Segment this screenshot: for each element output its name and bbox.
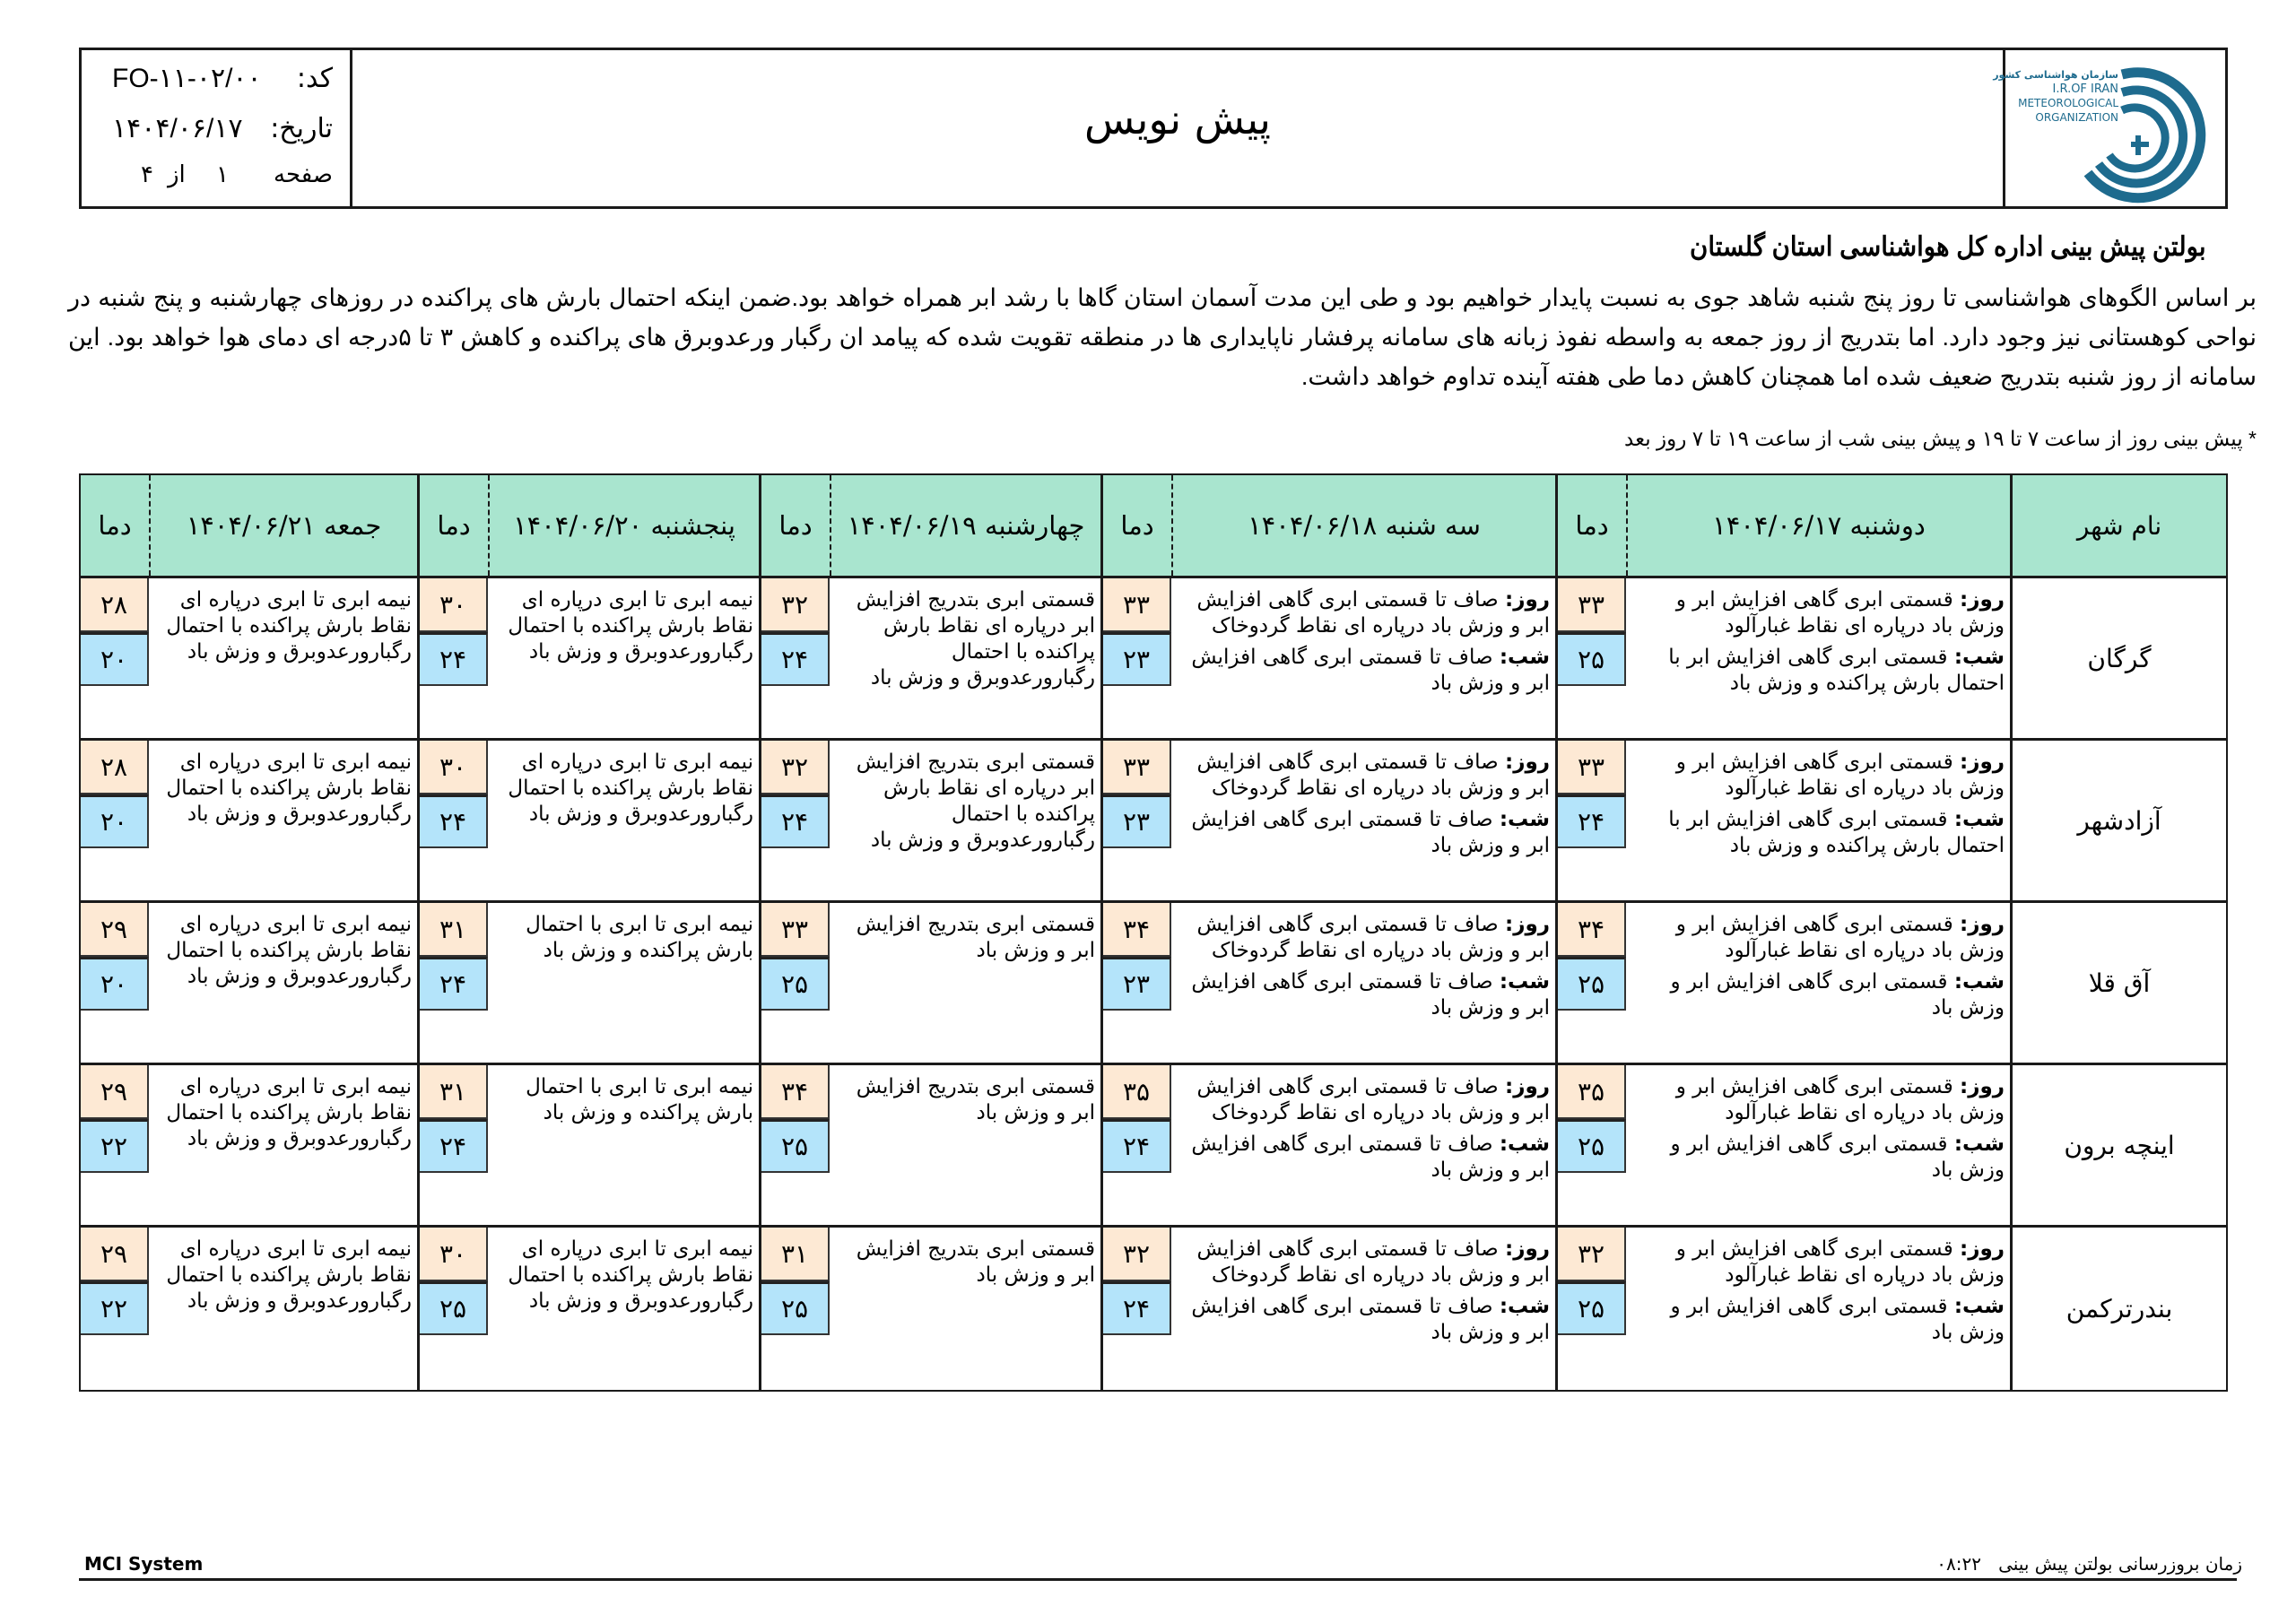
page-total: ۴ xyxy=(141,161,153,188)
forecast-text: نیمه ابری تا ابری درپاره ای نقاط بارش پراکنده با احتمال رگبارورعدوبرق و وزش باد xyxy=(166,1075,412,1150)
forecast-text xyxy=(1631,1237,2005,1351)
footer-divider xyxy=(79,1578,2237,1581)
city-name: اینچه برون xyxy=(2010,1065,2226,1225)
night-forecast-text: قسمتی ابری گاهی افزایش ابر با احتمال بارش پراکنده و وزش باد xyxy=(1668,808,2005,857)
forecast-text xyxy=(1631,587,2005,702)
day-label: روز: xyxy=(1505,913,1550,936)
night-label: شب: xyxy=(1953,970,2005,994)
forecast-cell xyxy=(81,741,417,900)
day-forecast-text: قسمتی ابری گاهی افزایش ابر و وزش باد درپاره ای نقاط غبارآلود xyxy=(1675,751,2005,800)
forecast-cell xyxy=(759,1065,1100,1225)
document-header xyxy=(79,48,2228,209)
day-forecast xyxy=(1177,587,1550,639)
forecast-cell xyxy=(1555,741,2010,900)
max-temperature: ۳۲ xyxy=(761,578,830,632)
forecast-cell xyxy=(759,903,1100,1063)
day-name: چهارشنبه ۱۴۰۴/۰۶/۱۹ xyxy=(830,475,1100,576)
temp-column-header: دما xyxy=(437,510,471,541)
forecast-text xyxy=(1631,750,2005,864)
forecast-cell xyxy=(1555,1228,2010,1390)
day-forecast xyxy=(1177,912,1550,964)
date-label: تاریخ: xyxy=(270,113,333,144)
forecast-cell xyxy=(81,578,417,738)
update-time: ۰۸:۲۲ xyxy=(1936,1553,1982,1575)
day-forecast xyxy=(1631,587,2005,639)
day-forecast xyxy=(1631,1237,2005,1289)
night-forecast xyxy=(1631,1294,2005,1346)
day-forecast xyxy=(1177,1237,1550,1289)
max-temperature: ۳۴ xyxy=(1103,903,1171,957)
day-column-header xyxy=(81,475,417,576)
night-forecast-text: صاف تا قسمتی ابری گاهی افزایش ابر و وزش باد xyxy=(1191,1133,1550,1182)
forecast-text xyxy=(1177,587,1550,702)
city-name: گرگان xyxy=(2010,578,2226,738)
document-title: پیش نویس xyxy=(1084,95,1271,143)
max-temperature: ۲۹ xyxy=(81,1065,149,1119)
page-row xyxy=(82,161,352,206)
forecast-cell xyxy=(417,1065,759,1225)
table-header-row xyxy=(81,475,2226,578)
forecast-cell xyxy=(759,741,1100,900)
day-forecast-text: قسمتی ابری گاهی افزایش ابر و وزش باد درپاره ای نقاط غبارآلود xyxy=(1675,588,2005,638)
forecast-cell xyxy=(1100,1228,1555,1390)
day-forecast-text: صاف تا قسمتی ابری گاهی افزایش ابر و وزش باد درپاره ای نقاط گردوخاک xyxy=(1196,751,1550,800)
max-temperature: ۳۴ xyxy=(761,1065,830,1119)
min-temperature: ۲۲ xyxy=(81,1281,149,1335)
forecast-cell xyxy=(417,578,759,738)
night-forecast-text: صاف تا قسمتی ابری گاهی افزایش ابر و وزش باد xyxy=(1191,808,1550,857)
min-temperature: ۲۴ xyxy=(761,794,830,848)
document-meta xyxy=(82,50,352,206)
date-value: ۱۴۰۴/۰۶/۱۷ xyxy=(112,114,243,143)
forecast-cell xyxy=(1555,1065,2010,1225)
day-name: دوشنبه ۱۴۰۴/۰۶/۱۷ xyxy=(1626,475,2010,576)
max-temperature: ۳۲ xyxy=(761,741,830,794)
min-temperature: ۲۰ xyxy=(81,794,149,848)
day-forecast-text: صاف تا قسمتی ابری گاهی افزایش ابر و وزش باد درپاره ای نقاط گردوخاک xyxy=(1196,1237,1550,1287)
night-forecast xyxy=(1177,1294,1550,1346)
max-temperature: ۳۱ xyxy=(420,903,488,957)
forecast-text xyxy=(1631,1074,2005,1189)
logo-line3: ORGANIZATION xyxy=(2034,111,2118,124)
city-column-header: نام شهر xyxy=(2010,475,2226,576)
day-forecast xyxy=(1631,912,2005,964)
min-temperature: ۲۳ xyxy=(1103,632,1171,686)
table-row xyxy=(81,1065,2226,1228)
day-forecast xyxy=(1631,750,2005,802)
forecast-text: نیمه ابری تا ابری درپاره ای نقاط بارش پراکنده با احتمال رگبارورعدوبرق و وزش باد xyxy=(508,588,753,664)
forecast-text: نیمه ابری تا ابری با احتمال بارش پراکنده و وزش باد xyxy=(526,1075,753,1124)
day-forecast-text: قسمتی ابری گاهی افزایش ابر و وزش باد درپاره ای نقاط غبارآلود xyxy=(1675,1075,2005,1124)
max-temperature: ۲۸ xyxy=(81,578,149,632)
min-temperature: ۲۴ xyxy=(1103,1281,1171,1335)
min-temperature: ۲۵ xyxy=(761,1119,830,1173)
forecast-text: نیمه ابری تا ابری درپاره ای نقاط بارش پراکنده با احتمال رگبارورعدوبرق و وزش باد xyxy=(166,588,412,664)
temp-column-header: دما xyxy=(1575,510,1609,541)
day-column-header xyxy=(1100,475,1555,576)
day-forecast xyxy=(1177,750,1550,802)
day-name: پنجشنبه ۱۴۰۴/۰۶/۲۰ xyxy=(488,475,759,576)
day-label: روز: xyxy=(1505,588,1550,612)
city-name: آق قلا xyxy=(2010,903,2226,1063)
min-temperature: ۲۵ xyxy=(1558,632,1626,686)
day-column-header xyxy=(1555,475,2010,576)
day-label: روز: xyxy=(1960,1237,2005,1261)
day-name: جمعه ۱۴۰۴/۰۶/۲۱ xyxy=(149,475,417,576)
forecast-text: قسمتی ابری بتدریج افزایش ابر و وزش باد xyxy=(856,913,1095,962)
night-label: شب: xyxy=(1499,1295,1550,1318)
night-forecast-text: صاف تا قسمتی ابری گاهی افزایش ابر و وزش باد xyxy=(1191,1295,1550,1344)
code-value: FO-۱۱-۰۲/۰۰ xyxy=(112,64,262,93)
bulletin-intro-text: بر اساس الگوهای هواشناسی تا روز پنج شنبه شاهد جوی به نسبت پایدار خواهیم بود و طی این مدت آسمان استان گاها با رشد ابر همراه خواهد بود.ضمن اینکه احتمال بارش های پراکنده در روزهای چهارشنبه و پنج شنبه در نواحی کوهستانی نیز وجود دارد. اما بتدریج از روز جمعه به واسطه نفوذ زبانه های سامانه پرفشار ناپایداری ها در منطقه تقویت شده که پیامد ان رگبار ورعدوبرق های پراکنده و کاهش ۳ تا ۵درجه ای دمای هوا خواهد بود. این سامانه از روز شنبه بتدریج ضعیف شده اما همچنان کاهش دما طی هفته آینده تداوم خواهد داشت. xyxy=(68,284,2257,390)
day-forecast-text: صاف تا قسمتی ابری گاهی افزایش ابر و وزش باد درپاره ای نقاط گردوخاک xyxy=(1196,913,1550,962)
max-temperature: ۲۹ xyxy=(81,1228,149,1281)
forecast-text: قسمتی ابری بتدریج افزایش ابر و وزش باد xyxy=(856,1075,1095,1124)
max-temperature: ۳۰ xyxy=(420,578,488,632)
day-label: روز: xyxy=(1960,751,2005,774)
forecast-cell xyxy=(1555,578,2010,738)
logo-line2: METEOROLOGICAL xyxy=(2017,97,2118,109)
day-forecast xyxy=(1631,1074,2005,1126)
logo-line1: I.R.OF IRAN xyxy=(2052,82,2118,96)
forecast-text xyxy=(1177,1074,1550,1189)
night-label: شب: xyxy=(1499,808,1550,831)
meteorological-organization-logo xyxy=(1992,50,2225,206)
forecast-text xyxy=(1177,1237,1550,1351)
day-forecast-text: قسمتی ابری گاهی افزایش ابر و وزش باد درپاره ای نقاط غبارآلود xyxy=(1675,1237,2005,1287)
forecast-text xyxy=(1177,912,1550,1027)
forecast-cell xyxy=(417,741,759,900)
forecast-text: نیمه ابری تا ابری درپاره ای نقاط بارش پراکنده با احتمال رگبارورعدوبرق و وزش باد xyxy=(508,1237,753,1313)
forecast-text: نیمه ابری تا ابری با احتمال بارش پراکنده و وزش باد xyxy=(526,913,753,962)
min-temperature: ۲۴ xyxy=(1558,794,1626,848)
forecast-cell xyxy=(1100,741,1555,900)
min-temperature: ۲۳ xyxy=(1103,957,1171,1011)
max-temperature: ۳۱ xyxy=(420,1065,488,1119)
night-forecast xyxy=(1177,807,1550,859)
day-column-header xyxy=(759,475,1100,576)
night-label: شب: xyxy=(1953,646,2005,669)
min-temperature: ۲۵ xyxy=(761,1281,830,1335)
bulletin-title: بولتن پیش بینی اداره کل هواشناسی استان گلستان xyxy=(1690,232,2206,262)
forecast-time-note: * پیش بینی روز از ساعت ۷ تا ۱۹ و پیش بینی شب از ساعت ۱۹ تا ۷ روز بعد xyxy=(1624,427,2257,450)
forecast-text: نیمه ابری تا ابری درپاره ای نقاط بارش پراکنده با احتمال رگبارورعدوبرق و وزش باد xyxy=(166,913,412,988)
night-forecast xyxy=(1177,969,1550,1021)
max-temperature: ۳۵ xyxy=(1103,1065,1171,1119)
forecast-text: نیمه ابری تا ابری درپاره ای نقاط بارش پراکنده با احتمال رگبارورعدوبرق و وزش باد xyxy=(166,1237,412,1313)
table-row xyxy=(81,1228,2226,1390)
day-forecast-text: قسمتی ابری گاهی افزایش ابر و وزش باد درپاره ای نقاط غبارآلود xyxy=(1675,913,2005,962)
night-forecast xyxy=(1631,807,2005,859)
forecast-text xyxy=(1177,750,1550,864)
forecast-text: قسمتی ابری بتدریج افزایش ابر درپاره ای نقاط بارش پراکنده با احتمال رگبارورعدوبرق و وزش باد xyxy=(856,751,1095,852)
min-temperature: ۲۵ xyxy=(1558,1281,1626,1335)
page-current: ۱ xyxy=(216,161,229,188)
night-forecast-text: صاف تا قسمتی ابری گاهی افزایش ابر و وزش باد xyxy=(1191,646,1550,695)
table-row xyxy=(81,578,2226,741)
logo-spiral-icon xyxy=(1992,56,2210,200)
code-row xyxy=(82,63,352,108)
night-forecast-text: صاف تا قسمتی ابری گاهی افزایش ابر و وزش باد xyxy=(1191,970,1550,1020)
min-temperature: ۲۴ xyxy=(420,1119,488,1173)
night-label: شب: xyxy=(1953,808,2005,831)
max-temperature: ۳۴ xyxy=(1558,903,1626,957)
update-label: زمان بروزرسانی بولتن پیش بینی xyxy=(1998,1553,2242,1575)
max-temperature: ۳۰ xyxy=(420,1228,488,1281)
night-label: شب: xyxy=(1499,970,1550,994)
forecast-cell xyxy=(1100,1065,1555,1225)
day-forecast xyxy=(1177,1074,1550,1126)
max-temperature: ۳۳ xyxy=(761,903,830,957)
min-temperature: ۲۴ xyxy=(420,957,488,1011)
logo-name-fa: سازمان هواشناسی کشور xyxy=(1992,69,2118,81)
forecast-cell xyxy=(759,1228,1100,1390)
max-temperature: ۲۹ xyxy=(81,903,149,957)
min-temperature: ۲۴ xyxy=(420,632,488,686)
min-temperature: ۲۰ xyxy=(81,957,149,1011)
night-forecast-text: قسمتی ابری گاهی افزایش ابر و وزش باد xyxy=(1670,970,2005,1020)
night-forecast xyxy=(1631,969,2005,1021)
city-name: آزادشهر xyxy=(2010,741,2226,900)
forecast-cell xyxy=(81,1228,417,1390)
night-forecast xyxy=(1631,1132,2005,1184)
forecast-cell xyxy=(1555,903,2010,1063)
page-label: صفحه xyxy=(274,161,333,188)
max-temperature: ۳۳ xyxy=(1103,741,1171,794)
max-temperature: ۳۳ xyxy=(1558,578,1626,632)
forecast-text: قسمتی ابری بتدریج افزایش ابر و وزش باد xyxy=(856,1237,1095,1287)
update-time-label xyxy=(1936,1553,2242,1575)
date-row xyxy=(82,113,352,158)
night-forecast xyxy=(1631,645,2005,697)
min-temperature: ۲۲ xyxy=(81,1119,149,1173)
forecast-text: نیمه ابری تا ابری درپاره ای نقاط بارش پراکنده با احتمال رگبارورعدوبرق و وزش باد xyxy=(508,751,753,826)
max-temperature: ۲۸ xyxy=(81,741,149,794)
day-label: روز: xyxy=(1505,1075,1550,1098)
forecast-text xyxy=(1631,912,2005,1027)
min-temperature: ۲۴ xyxy=(761,632,830,686)
night-forecast xyxy=(1177,1132,1550,1184)
max-temperature: ۳۵ xyxy=(1558,1065,1626,1119)
temp-column-header: دما xyxy=(98,510,132,541)
min-temperature: ۲۴ xyxy=(1103,1119,1171,1173)
forecast-cell xyxy=(417,1228,759,1390)
day-label: روز: xyxy=(1960,588,2005,612)
max-temperature: ۳۳ xyxy=(1558,741,1626,794)
day-label: روز: xyxy=(1960,1075,2005,1098)
max-temperature: ۳۲ xyxy=(1103,1228,1171,1281)
day-label: روز: xyxy=(1960,913,2005,936)
forecast-table xyxy=(79,473,2228,1392)
night-forecast-text: قسمتی ابری گاهی افزایش ابر و وزش باد xyxy=(1670,1295,2005,1344)
forecast-cell xyxy=(81,1065,417,1225)
min-temperature: ۲۰ xyxy=(81,632,149,686)
table-row xyxy=(81,741,2226,903)
min-temperature: ۲۵ xyxy=(1558,957,1626,1011)
day-label: روز: xyxy=(1505,1237,1550,1261)
max-temperature: ۳۰ xyxy=(420,741,488,794)
day-name: سه شنبه ۱۴۰۴/۰۶/۱۸ xyxy=(1171,475,1555,576)
min-temperature: ۲۵ xyxy=(1558,1119,1626,1173)
forecast-cell xyxy=(759,578,1100,738)
system-name: MCI System xyxy=(84,1553,204,1575)
night-forecast-text: قسمتی ابری گاهی افزایش ابر با احتمال بارش پراکنده و وزش باد xyxy=(1668,646,2005,695)
night-label: شب: xyxy=(1953,1295,2005,1318)
forecast-text: قسمتی ابری بتدریج افزایش ابر درپاره ای نقاط بارش پراکنده با احتمال رگبارورعدوبرق و وزش باد xyxy=(856,588,1095,690)
forecast-text: نیمه ابری تا ابری درپاره ای نقاط بارش پراکنده با احتمال رگبارورعدوبرق و وزش باد xyxy=(166,751,412,826)
night-label: شب: xyxy=(1499,646,1550,669)
forecast-cell xyxy=(417,903,759,1063)
day-forecast-text: صاف تا قسمتی ابری گاهی افزایش ابر و وزش باد درپاره ای نقاط گردوخاک xyxy=(1196,588,1550,638)
city-name: بندرترکمن xyxy=(2010,1228,2226,1390)
night-forecast xyxy=(1177,645,1550,697)
min-temperature: ۲۵ xyxy=(420,1281,488,1335)
day-label: روز: xyxy=(1505,751,1550,774)
page-of-label: از xyxy=(168,161,186,188)
day-column-header xyxy=(417,475,759,576)
night-forecast-text: قسمتی ابری گاهی افزایش ابر و وزش باد xyxy=(1670,1133,2005,1182)
min-temperature: ۲۴ xyxy=(420,794,488,848)
table-row xyxy=(81,903,2226,1065)
temp-column-header: دما xyxy=(1120,510,1154,541)
min-temperature: ۲۳ xyxy=(1103,794,1171,848)
code-label: کد: xyxy=(296,63,333,94)
temp-column-header: دما xyxy=(778,510,813,541)
forecast-cell xyxy=(81,903,417,1063)
day-forecast-text: صاف تا قسمتی ابری گاهی افزایش ابر و وزش باد درپاره ای نقاط گردوخاک xyxy=(1196,1075,1550,1124)
forecast-cell xyxy=(1100,578,1555,738)
night-label: شب: xyxy=(1953,1133,2005,1156)
forecast-cell xyxy=(1100,903,1555,1063)
night-label: شب: xyxy=(1499,1133,1550,1156)
max-temperature: ۳۲ xyxy=(1558,1228,1626,1281)
max-temperature: ۳۱ xyxy=(761,1228,830,1281)
min-temperature: ۲۵ xyxy=(761,957,830,1011)
max-temperature: ۳۳ xyxy=(1103,578,1171,632)
